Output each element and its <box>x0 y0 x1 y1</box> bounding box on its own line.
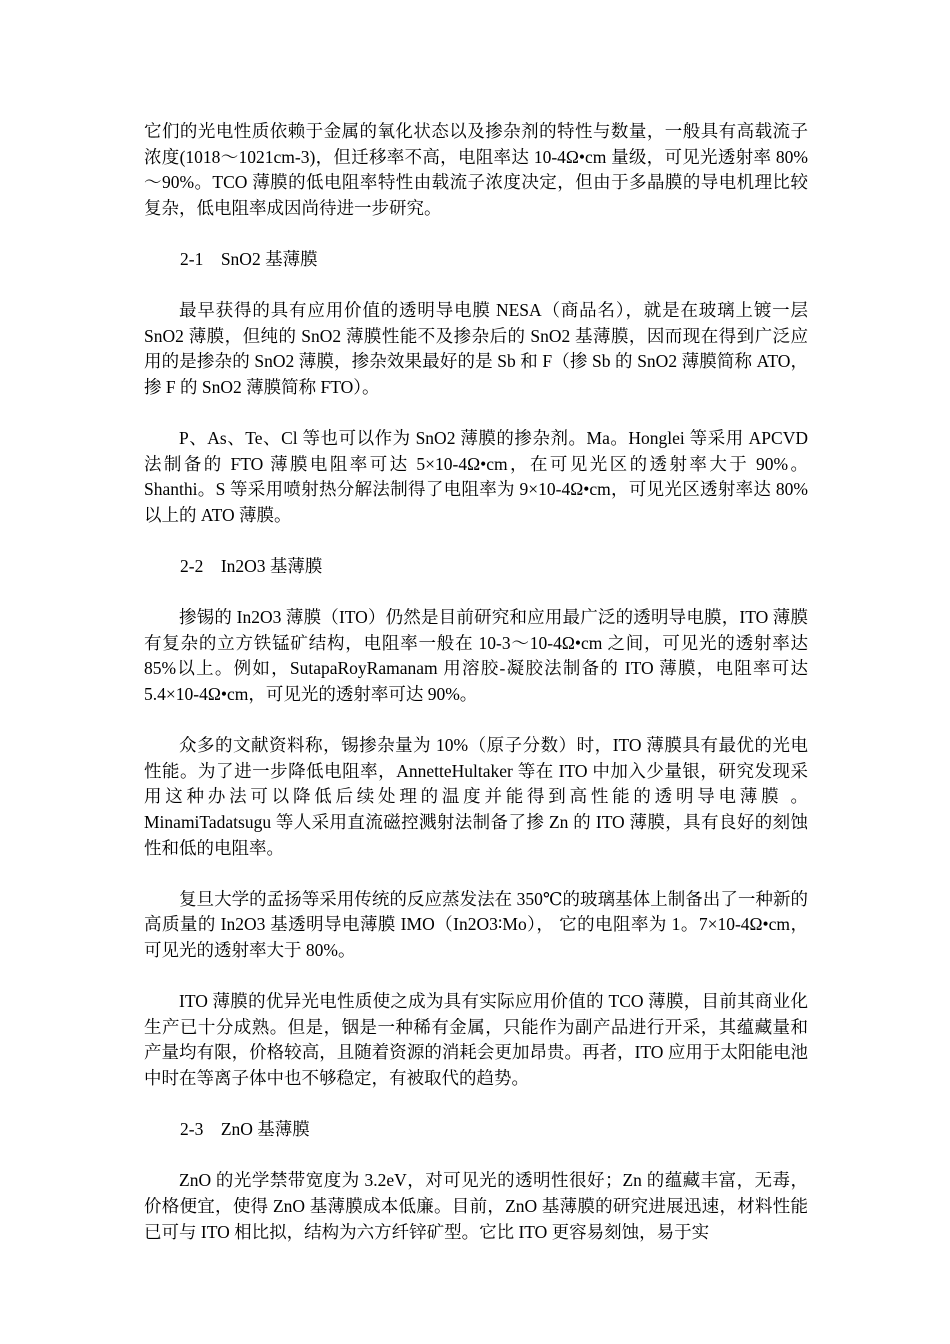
paragraph-nesa: 最早获得的具有应用价值的透明导电膜 NESA（商品名），就是在玻璃上镀一层 SnO2 薄膜，但纯的 SnO2 薄膜性能不及掺杂后的 SnO2 基薄膜，因而现在得到广泛应用的是掺杂的 SnO2 薄膜，掺杂效果最好的是 Sb 和 F（掺 Sb 的 SnO2 薄膜简称 ATO，掺 F 的 SnO2 薄膜简称 FTO）。 <box>144 300 808 397</box>
section-heading-zno: 2-3 ZnO 基薄膜 <box>180 1119 310 1140</box>
section-heading-in2o3: 2-2 In2O3 基薄膜 <box>180 556 323 577</box>
paragraph-dopants: P、As、Te、Cl 等也可以作为 SnO2 薄膜的掺杂剂。Ma。Honglei 等采用 APCVD 法制备的 FTO 薄膜电阻率可达 5×10-4Ω•cm，在可见光区的透射率大于 90%。Shanthi。S 等采用喷射热分解法制得了电阻率为 9×10-4Ω•cm，可见光区透射率达 80%以上的 ATO 薄膜。 <box>144 428 808 525</box>
paragraph-ito-limits: ITO 薄膜的优异光电性质使之成为具有实际应用价值的 TCO 薄膜，目前其商业化生产已十分成熟。但是，铟是一种稀有金属，只能作为副产品进行开采，其蕴藏量和产量均有限，价格较高，且随着资源的消耗会更加昂贵。再者，ITO 应用于太阳能电池中时在等离子体中也不够稳定，有被取代的趋势。 <box>144 991 808 1088</box>
section-heading-sno2: 2-1 SnO2 基薄膜 <box>180 248 318 269</box>
document-page <box>144 119 808 1271</box>
paragraph-imo: 复旦大学的孟扬等采用传统的反应蒸发法在 350℃的玻璃基体上制备出了一种新的高质量的 In2O3 基透明导电薄膜 IMO（In2O3∶Mo）， 它的电阻率为 1。7×10-4Ω•cm，可见光的透射率大于 80%。 <box>144 888 808 960</box>
paragraph-zno: ZnO 的光学禁带宽度为 3.2eV，对可见光的透明性很好；Zn 的蕴藏丰富，无毒，价格便宜，使得 ZnO 基薄膜成本低廉。目前，ZnO 基薄膜的研究进展迅速，材料性能已可与 ITO 相比拟，结构为六方纤锌矿型。它比 ITO 更容易刻蚀，易于实 <box>144 1170 808 1242</box>
paragraph-ito: 掺锡的 In2O3 薄膜（ITO）仍然是目前研究和应用最广泛的透明导电膜，ITO 薄膜有复杂的立方铁锰矿结构，电阻率一般在 10-3～10-4Ω•cm 之间，可见光的透射率达 85%以上。例如，SutapaRoyRamanam 用溶胶-凝胶法制备的 ITO 薄膜，电阻率可达 5.4×10-4Ω•cm，可见光的透射率可达 90%。 <box>144 607 808 705</box>
paragraph-tin-doping: 众多的文献资料称，锡掺杂量为 10%（原子分数）时，ITO 薄膜具有最优的光电性能。为了进一步降低电阻率，AnnetteHultaker 等在 ITO 中加入少量银，研究发现采用这种办法可以降低后续处理的温度并能得到高性能的透明导电薄膜 。MinamiTadatsugu 等人采用直流磁控溅射法制备了掺 Zn 的 ITO 薄膜，具有良好的刻蚀性和低的电阻率。 <box>144 735 808 858</box>
paragraph-tco-overview: 它们的光电性质依赖于金属的氧化状态以及掺杂剂的特性与数量，一般具有高载流子浓度(1018～1021cm-3)，但迁移率不高，电阻率达 10-4Ω•cm 量级，可见光透射率 80%～90%。TCO 薄膜的低电阻率特性由载流子浓度决定，但由于多晶膜的导电机理比较复杂，低电阻率成因尚待进一步研究。 <box>144 121 808 218</box>
